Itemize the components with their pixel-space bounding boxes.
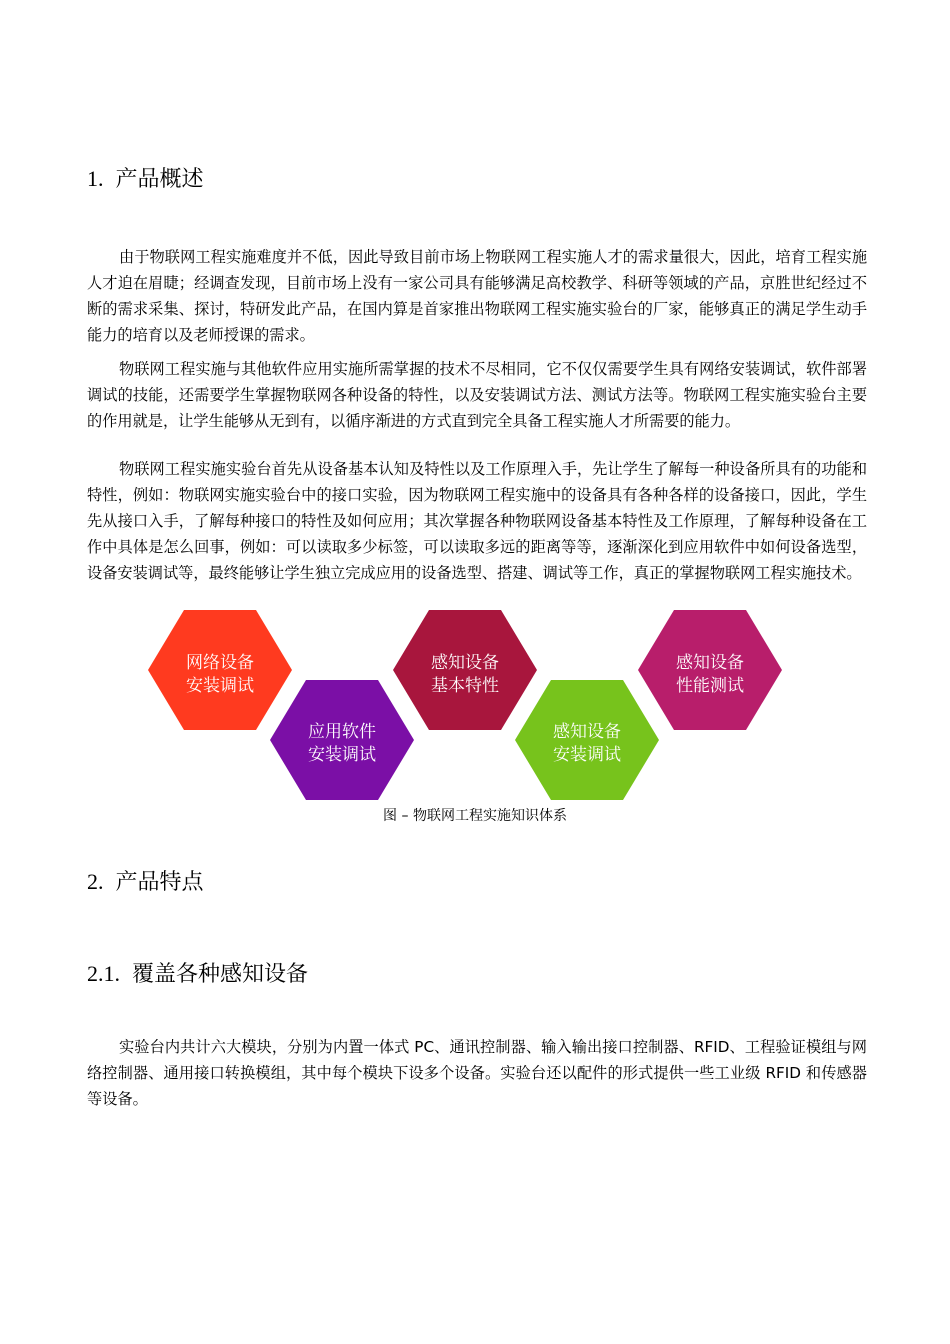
diagram-caption: 图 – 物联网工程实施知识体系 (383, 808, 567, 824)
hexagon-sensor-performance (638, 610, 782, 730)
hexagon-label-line1: 感知设备 (676, 653, 744, 673)
hexagon-label-line1: 感知设备 (431, 653, 499, 673)
section-1-paragraph-3: 物联网工程实施实验台首先从设备基本认知及特性以及工作原理入手，先让学生了解每一种设备所具有的功能和特性，例如：物联网实施实验台中的接口实验，因为物联网工程实施中的设备具有各种各样的设备接口，因此，学生先从接口入手，了解每种接口的特性及如何应用；其次掌握各种物联网设备基本特性及工作原理，了解每种设备在工作中具体是怎么回事，例如：可以读取多少标签，可以读取多远的距离等等，逐渐深化到应用软件中如何设备选型，设备安装调试等，最终能够让学生独立完成应用的设备选型、搭建、调试等工作，真正的掌握物联网工程实施技术。 (87, 460, 867, 582)
section-2-1-heading (87, 960, 308, 989)
section-1-number: 1. (87, 166, 104, 191)
knowledge-system-diagram (145, 608, 785, 808)
section-2-title: 产品特点 (115, 870, 204, 895)
section-2-1-paragraph: 实验台内共计六大模块，分别为内置一体式 PC、通讯控制器、输入输出接口控制器、RFID、工程验证模组与网络控制器、通用接口转换模组，其中每个模块下设多个设备。实验台还以配件的形式提供一些工业级 RFID 和传感器等设备。 (87, 1038, 867, 1108)
section-1-paragraph-2: 物联网工程实施与其他软件应用实施所需掌握的技术不尽相同，它不仅仅需要学生具有网络安装调试，软件部署调试的技能，还需要学生掌握物联网各种设备的特性，以及安装调试方法、测试方法等。物联网工程实施实验台主要的作用就是，让学生能够从无到有，以循序渐进的方式直到完全具备工程实施人才所需要的能力。 (87, 360, 867, 430)
section-1-title: 产品概述 (115, 167, 204, 192)
hexagon-software-install (270, 680, 414, 800)
hexagon-label-line1: 感知设备 (553, 722, 621, 742)
hexagon-label-line2: 性能测试 (676, 676, 744, 696)
hexagon-label-line1: 应用软件 (308, 722, 376, 742)
hexagon-network-install (148, 610, 292, 730)
hexagon-sensor-install (515, 680, 659, 800)
section-2-1-title: 覆盖各种感知设备 (132, 962, 309, 987)
hexagon-label-line2: 基本特性 (431, 676, 499, 696)
section-2-number: 2. (87, 869, 104, 894)
section-2-heading (87, 868, 204, 897)
hexagon-label-line2: 安装调试 (553, 745, 621, 765)
hexagon-label-line2: 安装调试 (186, 676, 254, 696)
section-1-heading (87, 165, 204, 194)
section-1-paragraph-1: 由于物联网工程实施难度并不低，因此导致目前市场上物联网工程实施人才的需求量很大，因此，培育工程实施人才迫在眉睫；经调查发现，目前市场上没有一家公司具有能够满足高校教学、科研等领域的产品，京胜世纪经过不断的需求采集、探讨，特研发此产品，在国内算是首家推出物联网工程实施实验台的厂家，能够真正的满足学生动手能力的培育以及老师授课的需求。 (87, 248, 867, 344)
hexagon-sensor-basics (393, 610, 537, 730)
hexagon-label-line1: 网络设备 (186, 653, 254, 673)
hexagon-label-line2: 安装调试 (308, 745, 376, 765)
section-2-1-number: 2.1. (87, 961, 120, 986)
